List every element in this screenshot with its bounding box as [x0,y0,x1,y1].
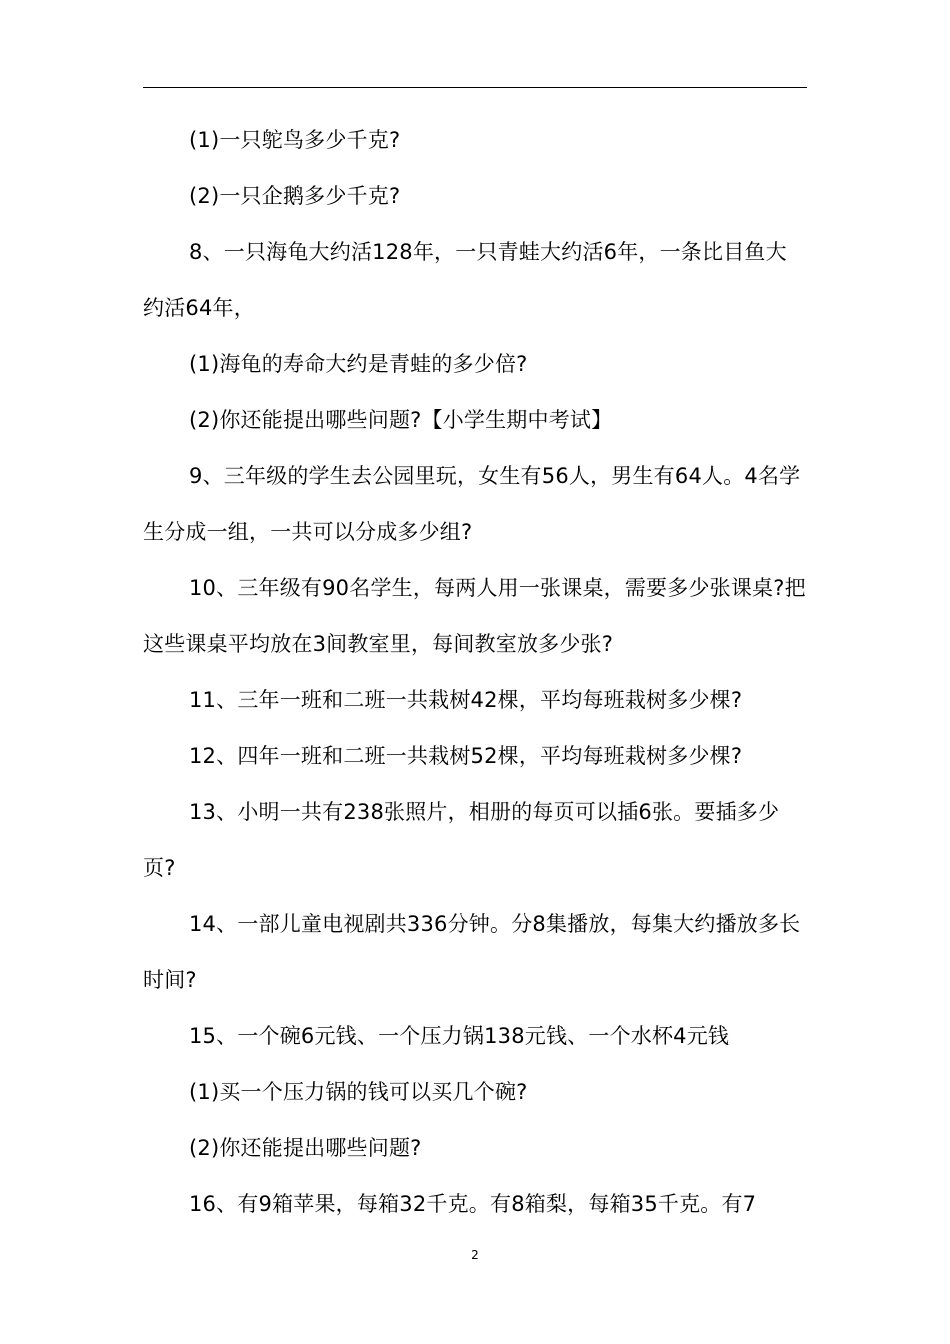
paragraph-q15-1: (1)买一个压力锅的钱可以买几个碗? [189,1080,528,1104]
paragraph-q8: 8、一只海龟大约活128年，一只青蛙大约活6年，一条比目鱼大约活64年， [143,240,787,320]
paragraph-q10: 10、三年级有90名学生，每两人用一张课桌，需要多少张课桌?把这些课桌平均放在3间教室里，每间教室放多少张? [143,576,806,656]
paragraph-q8-2: (2)你还能提出哪些问题?【小学生期中考试】 [189,408,613,432]
paragraph-q8-1: (1)海龟的寿命大约是青蛙的多少倍? [189,352,528,376]
paragraph-q15-2: (2)你还能提出哪些问题? [189,1136,422,1160]
paragraph-q14: 14、一部儿童电视剧共336分钟。分8集播放，每集大约播放多长时间? [143,912,801,992]
paragraph-q7-2: (2)一只企鹅多少千克? [189,184,401,208]
paragraph-q13: 13、小明一共有238张照片，相册的每页可以插6张。要插多少页? [143,800,780,880]
paragraph-q9: 9、三年级的学生去公园里玩，女生有56人，男生有64人。4名学生分成一组，一共可以分成多少组? [143,464,801,544]
paragraph-q15: 15、一个碗6元钱、一个压力锅138元钱、一个水杯4元钱 [189,1024,730,1048]
header-rule [143,87,807,88]
paragraph-q12: 12、四年一班和二班一共栽树52棵，平均每班栽树多少棵? [189,744,743,768]
paragraph-q16: 16、有9箱苹果，每箱32千克。有8箱梨，每箱35千克。有7 [189,1192,757,1216]
page-number: 2 [471,1248,479,1262]
paragraph-q7-1: (1)一只鸵鸟多少千克? [189,128,401,152]
document-body [143,112,807,1232]
paragraph-q11: 11、三年一班和二班一共栽树42棵，平均每班栽树多少棵? [189,688,743,712]
